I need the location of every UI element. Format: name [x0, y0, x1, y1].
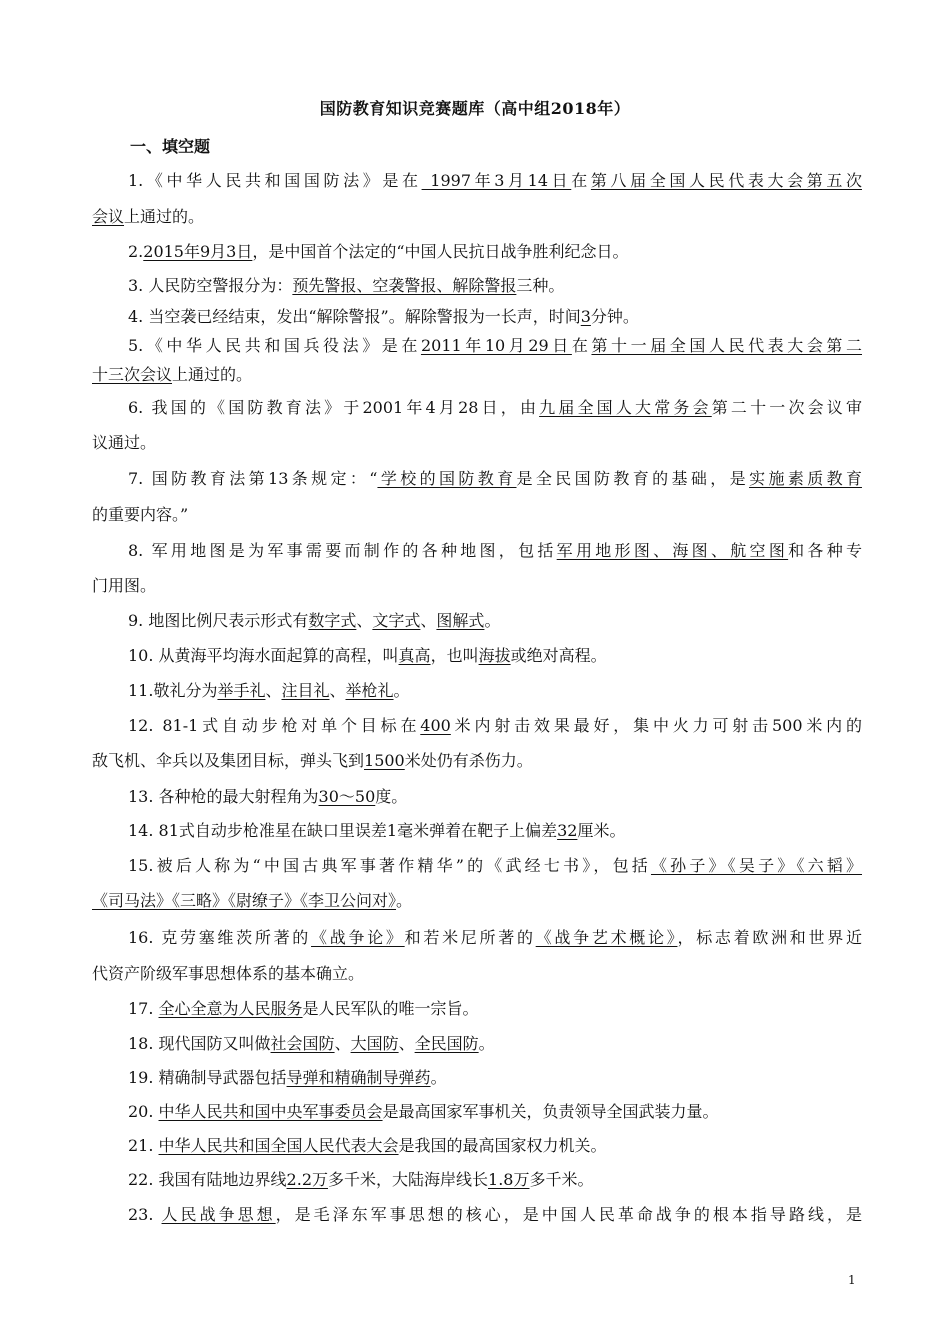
text-segment: 4. 当空袭已经结束，发出“解除警报”。解除警报为一长声，时间: [128, 307, 581, 326]
text-line: [128, 928, 862, 948]
text-segment: 。: [396, 891, 413, 910]
text-segment: 第二十一次会议审: [711, 398, 862, 417]
answer-blank: 400: [420, 716, 451, 735]
text-segment: ，也叫: [430, 646, 479, 665]
answer-blank: 大国防: [350, 1034, 399, 1053]
text-line: [128, 276, 862, 296]
text-segment: 3. 人民防空警报分为：: [128, 276, 293, 295]
answer-blank: 1997年3月14日: [421, 171, 572, 190]
text-segment: 和若米尼所著的: [404, 928, 536, 947]
text-segment: 5.《中华人民共和国兵役法》是在: [128, 336, 421, 355]
text-line: [128, 171, 862, 191]
text-segment: 11.敬礼分为: [128, 681, 218, 700]
answer-blank: 注目礼: [281, 681, 330, 700]
text-line: [128, 336, 862, 356]
text-segment: 19. 精确制导武器包括: [128, 1068, 287, 1087]
answer-blank: 全心全意为人民服务: [158, 999, 303, 1018]
text-line: [128, 1205, 862, 1225]
answer-blank: 中华人民共和国中央军事委员会: [158, 1102, 383, 1121]
text-line: [128, 611, 862, 631]
text-segment: 18. 现代国防又叫做: [128, 1034, 271, 1053]
text-line: [92, 964, 862, 984]
text-segment: 2.: [128, 242, 144, 261]
answer-blank: 《孙子》《吴子》《六韬》: [650, 856, 862, 875]
text-line: [128, 821, 862, 841]
answer-blank: 九届全国人大常务会: [539, 398, 712, 417]
answer-blank: 2011年10月29日: [420, 336, 572, 355]
text-line: [128, 1034, 862, 1054]
text-line: [128, 1136, 862, 1156]
text-line: [128, 469, 862, 489]
text-segment: 8. 军用地图是为军事需要而制作的各种地图，包括: [128, 541, 557, 560]
text-segment: 16. 克劳塞维茨所著的: [128, 928, 312, 947]
text-segment: 20.: [128, 1102, 159, 1121]
text-segment: 和各种专: [788, 541, 862, 560]
text-segment: 14. 81式自动步枪准星在缺口里误差1毫米弹着在靶子上偏差: [128, 821, 558, 840]
text-segment: 1.《中华人民共和国国防法》是在: [128, 171, 422, 190]
text-line: [128, 1068, 862, 1088]
answer-blank: 《战争艺术概论》: [535, 928, 678, 947]
text-line: [128, 1102, 862, 1122]
answer-blank: 2.2万: [286, 1170, 328, 1189]
answer-blank: 海拔: [478, 646, 511, 665]
answer-blank: 全民国防: [414, 1034, 479, 1053]
text-segment: 是人民军队的唯一宗旨。: [302, 999, 479, 1018]
answer-blank: 第八届全国人民代表大会第五次: [590, 171, 862, 190]
answer-blank: 《战争论》: [311, 928, 405, 947]
text-segment: 在: [571, 336, 592, 355]
text-segment: 12. 81-1式自动步枪对单个目标在: [128, 716, 421, 735]
text-segment: 10. 从黄海平均海水面起算的高程，叫: [128, 646, 399, 665]
text-segment: 度。: [375, 787, 408, 806]
text-segment: ，是中国首个法定的“中国人民抗日战争胜利纪念日。: [252, 242, 629, 261]
page-number: 1: [848, 1273, 856, 1287]
text-segment: 17.: [128, 999, 159, 1018]
answer-blank: 30～50: [318, 787, 376, 806]
text-segment: 9. 地图比例尺表示形式有: [128, 611, 309, 630]
text-line: [92, 576, 862, 596]
answer-blank: 《司马法》《三略》《尉缭子》《李卫公问对》: [92, 891, 397, 910]
text-line: [128, 856, 862, 876]
answer-blank: 1.8万: [488, 1170, 530, 1189]
text-segment: 。: [478, 1034, 495, 1053]
text-line: [128, 541, 862, 561]
text-segment: 多千米。: [529, 1170, 594, 1189]
text-segment: 23.: [128, 1205, 162, 1224]
text-segment: 米处仍有杀伤力。: [404, 751, 533, 770]
text-line: [92, 365, 862, 385]
text-segment: 多千米，大陆海岸线长: [328, 1170, 489, 1189]
text-line: [128, 681, 862, 701]
answer-blank: 学校的国防教育: [377, 469, 517, 488]
answer-blank: 3: [580, 307, 591, 326]
text-segment: 、: [398, 1034, 415, 1053]
answer-blank: 十三次会议: [92, 365, 173, 384]
text-line: [92, 505, 862, 525]
text-line: [128, 716, 862, 736]
text-segment: 代资产阶级军事思想体系的基本确立。: [92, 964, 365, 983]
answer-blank: 导弹和精确制导弹药: [286, 1068, 431, 1087]
text-line: [128, 307, 862, 327]
answer-blank: 预先警报、空袭警报、解除警报: [292, 276, 517, 295]
text-segment: 分钟。: [590, 307, 639, 326]
answer-blank: 真高: [398, 646, 431, 665]
text-segment: 。: [484, 611, 501, 630]
text-segment: 、: [420, 611, 437, 630]
answer-blank: 文字式: [372, 611, 421, 630]
answer-blank: 图解式: [436, 611, 485, 630]
text-segment: 6. 我国的《国防教育法》于2001年4月28日，由: [128, 398, 540, 417]
text-segment: 7. 国防教育法第13条规定：“: [128, 469, 378, 488]
answer-blank: 举手礼: [217, 681, 266, 700]
text-segment: 13. 各种枪的最大射程角为: [128, 787, 319, 806]
text-segment: 。: [430, 1068, 447, 1087]
text-segment: 上通过的。: [172, 365, 253, 384]
text-segment: 是最高国家军事机关，负责领导全国武装力量。: [382, 1102, 719, 1121]
text-line: [92, 751, 862, 771]
text-segment: 。: [393, 681, 410, 700]
text-segment: 米内射击效果最好，集中火力可射击500米内的: [450, 716, 862, 735]
text-segment: 的重要内容。”: [92, 505, 189, 524]
text-segment: 上通过的。: [124, 207, 205, 226]
text-segment: 22. 我国有陆地边界线: [128, 1170, 287, 1189]
answer-blank: 军用地形图、海图、航空图: [556, 541, 789, 560]
answer-blank: 1500: [364, 751, 405, 770]
answer-blank: 社会国防: [270, 1034, 335, 1053]
answer-blank: 32: [557, 821, 578, 840]
answer-blank: 2015年9月3日: [143, 242, 253, 261]
text-segment: 、: [265, 681, 282, 700]
answer-blank: 会议: [92, 207, 125, 226]
text-segment: 15.被后人称为“中国古典军事著作精华”的《武经七书》，包括: [128, 856, 651, 875]
document-title: 国防教育知识竞赛题库（高中组2018年）: [319, 99, 631, 118]
text-segment: 议通过。: [92, 433, 157, 452]
answer-blank: 实施素质教育: [749, 469, 862, 488]
text-line: [92, 433, 862, 453]
text-segment: 厘米。: [577, 821, 626, 840]
text-segment: 或绝对高程。: [510, 646, 607, 665]
text-line: [128, 242, 862, 262]
answer-blank: 第十一届全国人民代表大会第二: [591, 336, 862, 355]
answer-blank: 数字式: [308, 611, 357, 630]
text-segment: 门用图。: [92, 576, 157, 595]
text-line: [92, 207, 862, 227]
answer-blank: 人民战争思想: [161, 1205, 276, 1224]
text-segment: 是我国的最高国家权力机关。: [398, 1136, 607, 1155]
text-line: [128, 787, 862, 807]
text-segment: 21.: [128, 1136, 159, 1155]
text-line: [92, 891, 862, 911]
text-segment: 在: [571, 171, 591, 190]
text-line: [128, 999, 862, 1019]
text-line: [128, 398, 862, 418]
text-line: [128, 646, 862, 666]
text-segment: 敌飞机、伞兵以及集团目标，弹头飞到: [92, 751, 365, 770]
text-segment: 、: [329, 681, 346, 700]
answer-blank: 举枪礼: [345, 681, 394, 700]
text-line: [128, 1170, 862, 1190]
text-segment: ，标志着欧洲和世界近: [677, 928, 862, 947]
text-segment: 、: [356, 611, 373, 630]
text-segment: ，是毛泽东军事思想的核心，是中国人民革命战争的根本指导路线，是: [275, 1205, 862, 1224]
answer-blank: 中华人民共和国全国人民代表大会: [158, 1136, 399, 1155]
text-segment: 三种。: [516, 276, 565, 295]
text-segment: 、: [334, 1034, 351, 1053]
section-heading: 一、填空题: [130, 137, 211, 156]
text-segment: 是全民国防教育的基础，是: [516, 469, 750, 488]
